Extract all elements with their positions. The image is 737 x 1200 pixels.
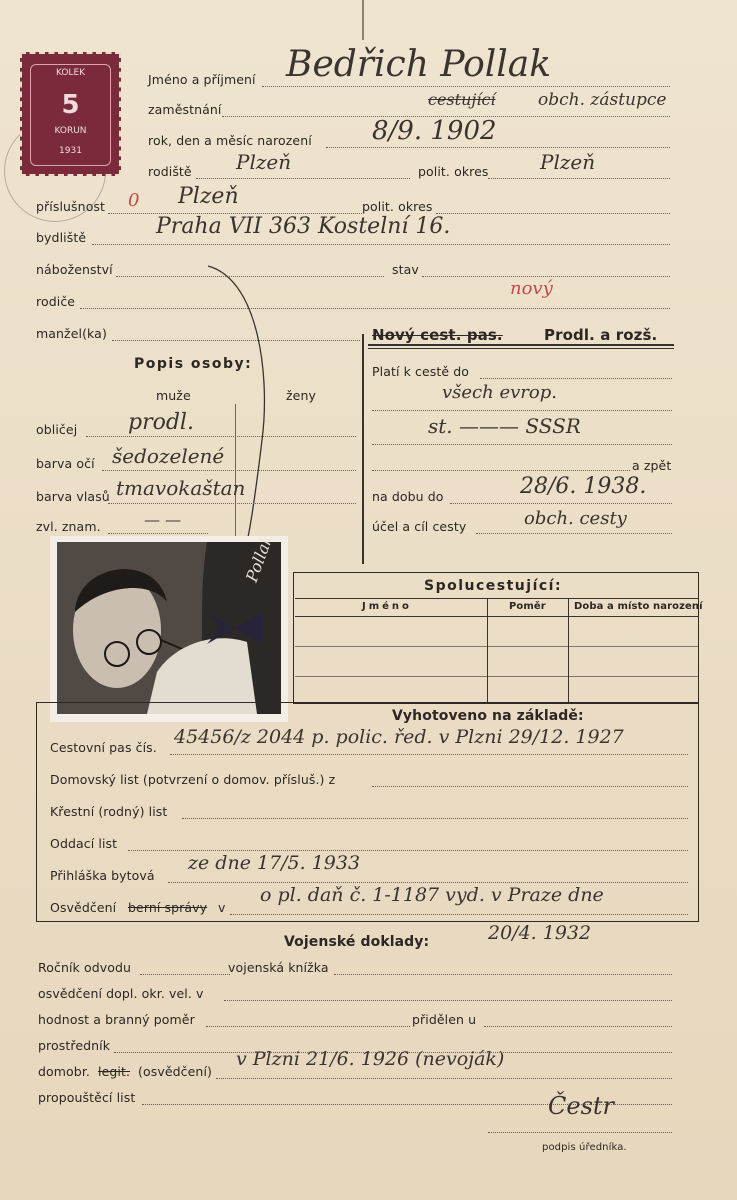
marks-value: — — [144,510,182,529]
registration-value: ze dne 17/5. 1933 [188,852,361,874]
military-book-label: vojenská knížka [228,960,329,975]
mediator-label: prostředník [38,1038,111,1053]
residence-value: Praha VII 363 Kostelní 16. [156,214,451,239]
hair-value: tmavokaštan [116,476,246,500]
birthdate-value: 8/9. 1902 [372,116,497,146]
spouse-label: manžel(ka) [36,326,107,341]
extend-label: Prodl. a rozš. [544,326,658,344]
description-heading: Popis osoby: [134,356,253,372]
duration-label: na dobu do [372,489,444,504]
stamp-value: 5 [61,90,80,120]
citizenship-label: příslušnost [36,199,106,214]
baptism-label: Křestní (rodný) list [50,804,168,819]
purpose-value: obch. cesty [524,508,627,529]
tax-cert-label-struck: berní správy [128,900,208,915]
face-value: prodl. [128,410,194,435]
birthplace-value: Plzeň [236,150,292,174]
assigned-label: přidělen u [412,1012,477,1027]
fold-mark [362,0,364,40]
female-label: ženy [286,388,316,403]
official-signature: Čestr [548,1092,614,1120]
citizenship-value: Plzeň [178,184,239,209]
passport-new-note: nový [510,278,553,299]
hair-label: barva vlasů [36,489,110,504]
tax-cert-value: o pl. daň č. 1-1187 vyd. v Praze dne [260,884,604,906]
stamp-unit: KORUN [54,126,87,136]
signature-label: podpis úředníka. [542,1142,627,1153]
status-label: stav [392,262,419,277]
supplementary-cert-label: osvědčení dopl. okr. vel. v [38,986,204,1001]
duration-value: 28/6. 1938. [520,474,647,499]
name-value: Bedřich Pollak [286,44,552,85]
parents-label: rodiče [36,294,76,309]
companions-col-name: Jméno [362,601,412,612]
military-cert-value: v Plzni 21/6. 1926 (nevoják) [236,1048,505,1070]
marriage-label: Oddací list [50,836,118,851]
legit-struck: legit. [98,1064,131,1079]
home-cert-label: Domovský list (potvrzení o domov. přísluš.) z [50,772,336,787]
registration-label: Přihláška bytová [50,868,155,883]
birthdate-label: rok, den a měsíc narození [148,133,312,148]
draft-year-label: Ročník odvodu [38,960,132,975]
valid-label: Platí k cestě do [372,364,470,379]
revenue-stamp [20,52,121,176]
eyes-value: šedozelené [112,444,225,468]
religion-label: náboženství [36,262,113,277]
occupation-struck: cestující [428,90,496,109]
rank-label: hodnost a branný poměr [38,1012,195,1027]
citizenship-mark: 0 [128,190,140,211]
handwritten-curve [200,260,280,550]
release-label: propouštěcí list [38,1090,136,1105]
domobr-label: domobr. [38,1064,91,1079]
district-value: Plzeň [540,150,596,174]
companions-col-birth: Doba a místo narození [574,601,703,612]
military-heading: Vojenské doklady: [284,934,430,950]
cert2-label: (osvědčení) [138,1064,212,1079]
birthplace-label: rodiště [148,164,192,179]
tax-cert-label-prefix: Osvědčení [50,900,117,915]
photo-signature: Pollak [242,531,277,585]
residence-label: bydliště [36,230,87,245]
valid-value-2: st. ——— SSSR [428,414,581,438]
name-label: Jméno a příjmení [148,72,256,87]
issued-heading: Vyhotoveno na základě: [392,708,584,724]
purpose-label: účel a cíl cesty [372,519,467,534]
portrait-photo [50,531,288,722]
eyes-label: barva očí [36,456,95,471]
occupation-value: obch. zástupce [538,90,667,110]
return-label: a zpět [632,458,672,473]
marks-label: zvl. znam. [36,519,101,534]
valid-value: všech evrop. [442,382,557,403]
stamp-top-text: KOLEK [55,68,86,78]
tax-cert-date: 20/4. 1932 [488,922,592,944]
face-label: obličej [36,422,78,437]
companions-col-relation: Poměr [509,601,546,612]
companions-heading: Spolucestující: [424,578,563,594]
district2-label: polit. okres [362,199,433,214]
occupation-label: zaměstnání [148,102,222,117]
passport-no-value: 45456/z 2044 p. polic. řed. v Plzni 29/12. 1927 [174,726,624,748]
tax-cert-label-suffix: v [218,900,226,915]
male-label: muže [156,388,191,403]
stamp-year: 1931 [59,146,82,156]
passport-no-label: Cestovní pas čís. [50,740,157,755]
new-passport-struck: Nový cest. pas. [372,326,503,344]
district-label: polit. okres [418,164,489,179]
